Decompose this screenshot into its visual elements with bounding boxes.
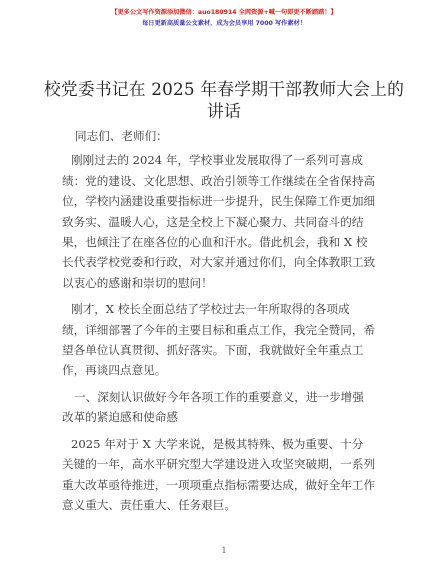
- paragraph-line: 2025 年对于 X 大学来说，是极其特殊、极为重要、十分: [71, 436, 364, 451]
- paragraph-line: 重大改革亟待推进，一项项重点指标需要达成，做好全年工作: [62, 477, 376, 492]
- document-body: [62, 126, 392, 521]
- paragraph-line: 望各单位认真贯彻、抓好落实。下面，我就做好全年重点工: [62, 343, 364, 358]
- paragraph-3: [62, 434, 392, 516]
- paragraph-line: 以衷心的感谢和崇切的慰问！: [62, 275, 213, 290]
- paragraph-1: [62, 150, 392, 293]
- page-number: 1: [221, 546, 227, 555]
- section-heading-line: 一、深刻认识做好今年各项工作的重要意义，进一步增强: [74, 389, 364, 404]
- document-title-line2: 讲话: [207, 101, 241, 121]
- section-heading-1: [62, 387, 392, 428]
- paragraph-line: 长代表学校党委和行政，对大家并通过你们，向全体教职工致: [62, 255, 376, 270]
- paragraph-line: 致务实、温暖人心，这是全校上下凝心聚力、共同奋斗的结: [62, 214, 364, 229]
- promo-banner-line2: 每日更新高质量公文素材，成为会员享用 7000 写作素材！: [142, 20, 306, 27]
- paragraph-2: [62, 299, 392, 381]
- paragraph-line: 作，再谈四点意见。: [62, 363, 167, 378]
- document-title-line1: 校党委书记在 2025 年春学期干部教师大会上的: [43, 79, 405, 99]
- promo-banner: [0, 7, 448, 29]
- greeting: 同志们、老师们：: [75, 129, 168, 143]
- paragraph-line: 关键的一年，高水平研究型大学建设进入攻坚突破期，一系列: [62, 457, 376, 472]
- paragraph-line: 绩，详细部署了今年的主要目标和重点工作，我完全赞同，希: [62, 322, 376, 337]
- paragraph-line: 绩：党的建设、文化思想、政治引领等工作继续在全省保持高: [62, 173, 376, 188]
- paragraph-line: 意义重大、责任重大、任务艰巨。: [62, 497, 236, 512]
- document-title: [40, 78, 408, 122]
- paragraph-line: 刚刚过去的 2024 年，学校事业发展取得了一系列可喜成: [71, 153, 363, 168]
- promo-banner-line1: 【更多公文写作资源添加微信：auo180914 全网资源+喊一句即更不断踏踏！】: [111, 9, 337, 16]
- paragraph-line: 果，也倾注了在座各位的心血和汗水。借此机会，我和 X 校: [62, 235, 368, 250]
- section-heading-line: 改革的紧迫感和使命感: [62, 410, 178, 425]
- paragraph-line: 刚才，X 校长全面总结了学校过去一年所取得的各项成: [71, 302, 350, 317]
- paragraph-line: 位，学校内涵建设重要指标进一步提升，民生保障工作更加细: [62, 194, 376, 209]
